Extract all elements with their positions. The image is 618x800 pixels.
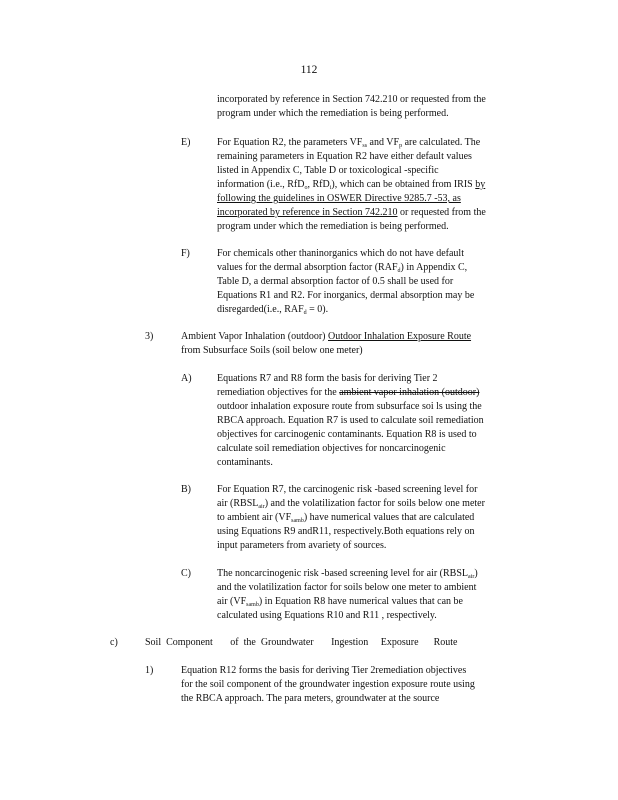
text-line: remediation objectives for the ambient vapor inhalation (outdoor) [217, 387, 480, 398]
text-line: Equations R1 and R2. For inorganics, dermal absorption may be [217, 290, 475, 301]
text-line: calculate soil remediation objectives for noncarcinogenic [217, 443, 446, 454]
text-line: calculated using Equations R10 and R11 , respectively. [217, 610, 437, 621]
page-number: 112 [300, 64, 318, 76]
text-line: values for the dermal absorption factor $(RAF_d)$ in Appendix C, [217, 262, 468, 274]
text-line: to ambient air $(VF_{samb})$ have numerical values that are calculated [217, 512, 475, 524]
item-3-label: 3) [145, 331, 154, 342]
inserted-text: following the guidelines in OSWER Directive 9285.7 -53, as [217, 193, 461, 204]
text-line: program under which the remediation is being performed. [217, 108, 449, 119]
text-line: program under which the remediation is being performed. [217, 221, 449, 232]
text-line: The noncarcinogenic risk -based screening level for air $(RBSL_{air})$ [217, 568, 478, 580]
item-f-paragraph [217, 247, 537, 317]
item-3b-paragraph [217, 483, 537, 553]
text-line: Ambient Vapor Inhalation (outdoor) Outdoor Inhalation Exposure Route [181, 331, 472, 342]
item-3-heading [181, 330, 537, 358]
text-line: outdoor inhalation exposure route from subsurface soi ls using the [217, 401, 482, 412]
deleted-text: ambient vapor inhalation (outdoor) [339, 387, 480, 398]
text-line: remaining parameters in Equation R2 have either default values [217, 151, 472, 162]
text-line: For Equation R2, the parameters $VF_{ss}$ and $VF_p$ are calculated. The [217, 137, 481, 149]
item-3a-paragraph [217, 372, 537, 470]
item-f-label: F) [181, 248, 190, 259]
text-line: and the volatilization factor for soils below one meter to ambient [217, 582, 477, 593]
item-c1-label: 1) [145, 665, 154, 676]
item-3c-label: C) [181, 568, 191, 579]
text-line: contaminants. [217, 457, 273, 468]
item-c-label: c) [110, 637, 118, 648]
inserted-text: by [475, 179, 486, 190]
text-line: For chemicals other thaninorganics which do not have default [217, 248, 464, 259]
text-line: listed in Appendix C, Table D or toxicological -specific [217, 165, 439, 176]
text-line: information (i.e., RfD$_o$, RfD$_i$), which can be obtained from IRIS by [217, 179, 486, 191]
inserted-text: incorporated by reference in Section 742.210 [217, 207, 398, 218]
text-line: disregarded(i.e., $RAF_d = 0$). [217, 304, 329, 316]
text-line: for the soil component of the groundwater ingestion exposure route using [181, 679, 475, 690]
text-line: the RBCA approach. The para meters, groundwater at the source [181, 693, 440, 704]
item-3a-label: A) [181, 373, 192, 384]
text-line: Equations R7 and R8 form the basis for deriving Tier 2 [217, 373, 438, 384]
inserted-text: Outdoor Inhalation Exposure Route [328, 331, 472, 342]
item-c-heading: Soil Component of the Groundwater Ingestion Exposure Route [145, 637, 458, 648]
item-e-label: E) [181, 137, 191, 148]
text-line: For Equation R7, the carcinogenic risk -based screening level for [217, 484, 478, 495]
text-line [217, 192, 537, 206]
text-line: input parameters from avariety of sources. [217, 540, 387, 551]
item-3b-label: B) [181, 484, 191, 495]
item-3c-paragraph [217, 567, 537, 623]
text-line: air $(VF_{samb})$ in Equation R8 have numerical values that can be [217, 596, 463, 608]
text-line: air $(RBSL_{air})$ and the volatilization factor for soils below one meter [217, 498, 485, 510]
text-line: Equation R12 forms the basis for deriving Tier 2remediation objectives [181, 665, 467, 676]
text-line: objectives for carcinogenic contaminants. Equation R8 is used to [217, 429, 477, 440]
text-line: incorporated by reference in Section 742.210 or requested from the [217, 94, 486, 105]
text-line: RBCA approach. Equation R7 is used to calculate soil remediation [217, 415, 484, 426]
item-e-paragraph [217, 136, 537, 234]
continuation-paragraph [217, 93, 537, 121]
text-line: Table D, a dermal absorption factor of 0.5 shall be used for [217, 276, 454, 287]
text-line: incorporated by reference in Section 742.210 or requested from the [217, 207, 486, 218]
text-line: using Equations R9 andR11, respectively.Both equations rely on [217, 526, 475, 537]
item-c1-paragraph [181, 664, 537, 706]
text-line: from Subsurface Soils (soil below one meter) [181, 345, 363, 356]
